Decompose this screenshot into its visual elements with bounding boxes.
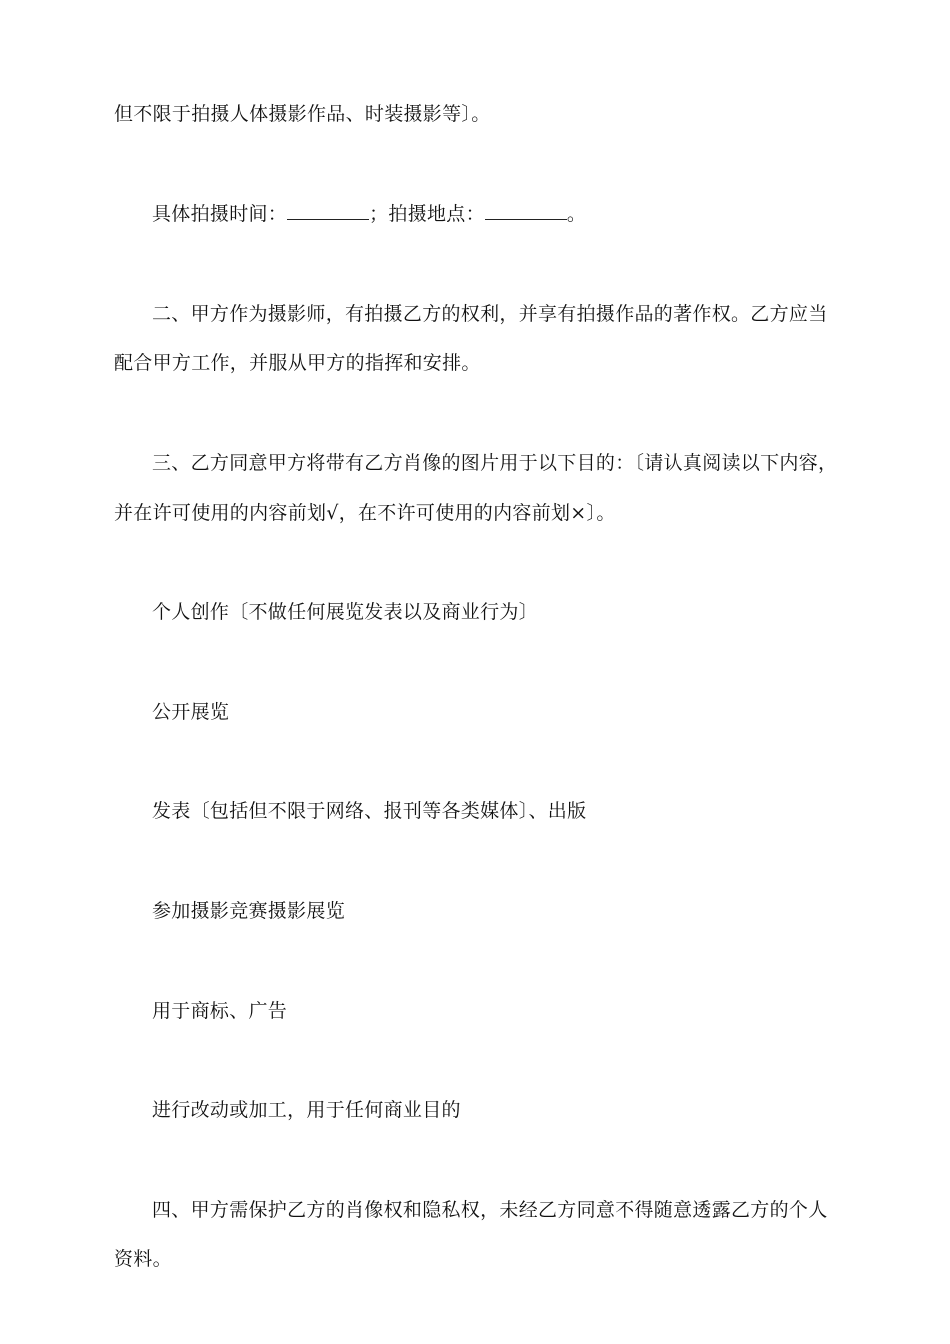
shoot-time-blank[interactable] (287, 203, 369, 220)
usage-option-commercial-edit: 进行改动或加工，用于任何商业目的 (152, 1099, 461, 1121)
shoot-end-punct: 。 (566, 203, 587, 225)
paragraph-line: 但不限于拍摄人体摄影作品、时装摄影等〕。 (114, 103, 491, 125)
usage-option-exhibition: 公开展览 (152, 701, 230, 723)
usage-option-personal: 个人创作〔不做任何展览发表以及商业行为〕 (152, 601, 539, 623)
section-3-line-2: 并在许可使用的内容前划√，在不许可使用的内容前划×〕。 (114, 502, 616, 524)
usage-option-advertising: 用于商标、广告 (152, 1000, 288, 1022)
section-2-line-2: 配合甲方工作，并服从甲方的指挥和安排。 (114, 352, 481, 374)
section-4-line-2: 资料。 (114, 1248, 172, 1270)
section-4-line-1: 四、甲方需保护乙方的肖像权和隐私权，未经乙方同意不得随意透露乙方的个人 (152, 1199, 828, 1221)
usage-option-competition: 参加摄影竞赛摄影展览 (152, 900, 346, 922)
shoot-location-blank[interactable] (485, 203, 567, 220)
shoot-time-label: 具体拍摄时间： (152, 203, 288, 225)
usage-option-publish: 发表〔包括但不限于网络、报刊等各类媒体〕、出版 (152, 800, 587, 822)
section-3-line-1: 三、乙方同意甲方将带有乙方肖像的图片用于以下目的：〔请认真阅读以下内容， (152, 452, 838, 474)
shoot-info-line (152, 202, 852, 226)
section-2-line-1: 二、甲方作为摄影师，有拍摄乙方的权利，并享有拍摄作品的著作权。乙方应当 (152, 303, 828, 325)
shoot-location-label: ；拍摄地点： (369, 203, 485, 225)
